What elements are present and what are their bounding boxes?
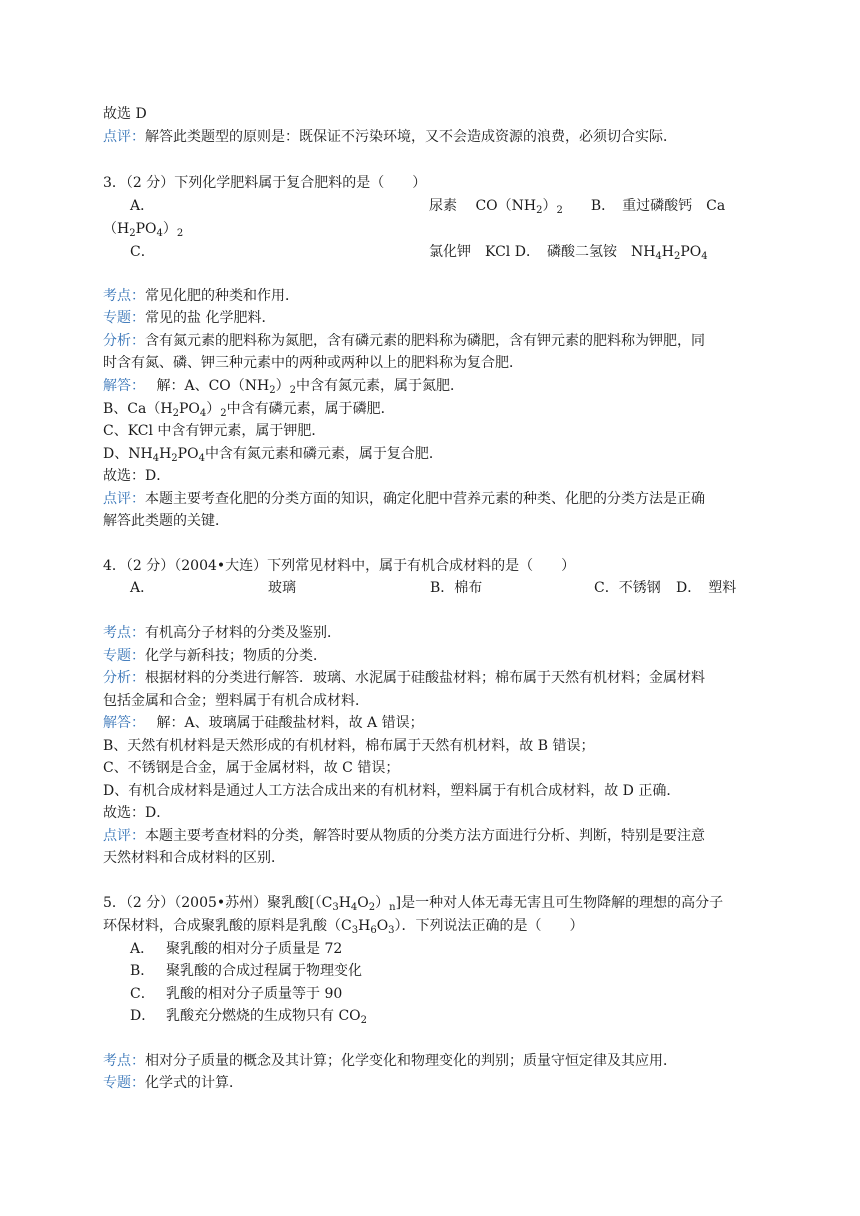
q3-jieda-1-pre: 解：A、CO（NH <box>156 378 270 394</box>
q5-option-a-letter: A． <box>130 941 155 957</box>
q4-fenxi-text-2: 包括金属和合金；塑料属于有机合成材料． <box>103 693 369 709</box>
q4-fenxi-cont <box>103 691 369 711</box>
q5-option-d-sub: 2 <box>360 1015 368 1026</box>
q4-option-c: C．不锈钢 <box>594 580 661 596</box>
q3-b-cont-post: ） <box>162 221 177 237</box>
q3-jieda-4-mid: H <box>159 446 172 462</box>
q4-fenxi <box>103 668 705 688</box>
q3-option-b-cont <box>103 219 183 239</box>
q5-kaodian-label: 考点： <box>103 1053 145 1069</box>
q3-option-a-name: 尿素 <box>429 198 457 214</box>
q3-d-sub2: 2 <box>674 251 681 262</box>
q3-fenxi-label: 分析： <box>103 333 145 349</box>
q5-stem-1-pre: 5．（2 分）（2005•苏州）聚乳酸[（C <box>103 895 333 911</box>
q3-fenxi-text-2: 时含有氮、磷、钾三种元素中的两种或两种以上的肥料称为复合肥． <box>103 355 523 371</box>
q3-jieda-3-text: C、KCl 中含有钾元素，属于钾肥． <box>103 423 326 439</box>
q3-kaodian <box>103 286 299 306</box>
q3-jieda-1-sub2: 2 <box>289 385 296 396</box>
q5-option-d-letter: D． <box>130 1008 156 1024</box>
q5-stem-2-m1: H <box>358 918 371 934</box>
q4-dianping-text-2: 天然材料和合成材料的区别． <box>103 850 285 866</box>
q5-zhuanti-text: 化学式的计算． <box>145 1075 243 1091</box>
q3-a-formula: CO（NH <box>475 198 537 214</box>
q5-option-b-letter: B． <box>130 963 155 979</box>
q3-jieda-2-post: 中含有磷元素，属于磷肥． <box>226 401 395 417</box>
q5-stem-1 <box>103 893 723 913</box>
q5-stem-1-s3: 2 <box>368 902 376 913</box>
q4-dianping-label: 点评： <box>103 828 145 844</box>
comment-text: 解答此类题型的原则是：既保证不污染环境，又不会造成资源的浪费，必须切合实际． <box>145 129 677 145</box>
q4-option-d: D． 塑料 <box>676 580 737 596</box>
q5-option-b: 聚乳酸的合成过程属于物理变化 <box>166 963 362 979</box>
q3-jieda-4-sub2: 2 <box>171 453 178 464</box>
q3-stem <box>103 173 426 193</box>
q3-b-cont-sub3: 2 <box>176 228 184 239</box>
q5-option-c: 乳酸的相对分子质量等于 90 <box>166 986 343 1002</box>
q4-option-a-letter: A． <box>130 580 155 596</box>
q3-fenxi <box>103 331 705 351</box>
q5-stem-2-m2: O <box>376 918 389 934</box>
q4-jieda-3-text: C、不锈钢是合金，属于金属材料，故 C 错误； <box>103 760 400 776</box>
q4-jieda-1-text: 解：A、玻璃属于硅酸盐材料，故 A 错误； <box>156 715 424 731</box>
q3-jieda-2-pre: B、Ca（H <box>103 401 173 417</box>
q3-b-cont-pre: （H <box>103 221 130 237</box>
q3-a-formula-post: ） <box>542 198 557 214</box>
q3-option-cd <box>429 242 708 262</box>
q3-dianping <box>103 489 705 509</box>
q4-jieda-1 <box>103 713 424 733</box>
q5-stem-1-m2: O <box>357 895 369 911</box>
q3-jieda-2 <box>103 399 395 419</box>
q4-zhuanti <box>103 646 327 666</box>
q4-jieda-5-text: 故选：D． <box>103 805 171 821</box>
q5-stem-2-s3: 3 <box>388 925 395 936</box>
q3-jieda-4-pre: D、NH <box>103 446 153 462</box>
q4-jieda-3 <box>103 758 399 778</box>
q5-zhuanti <box>103 1073 243 1093</box>
q3-zhuanti <box>103 308 275 328</box>
q4-jieda-4 <box>103 781 680 801</box>
q5-stem-2-s1: 3 <box>351 925 359 936</box>
q5-stem-2-post: ）．下列说法正确的是（ ） <box>394 918 584 934</box>
answer-text: 故选 D <box>103 106 147 122</box>
q5-stem-1-s1: 3 <box>332 902 339 913</box>
q4-dianping <box>103 826 705 846</box>
q3-zhuanti-label: 专题： <box>103 310 145 326</box>
q3-jieda-4-sub: 4 <box>152 453 160 464</box>
q3-option-b: B． 重过磷酸钙 Ca <box>590 198 726 214</box>
q3-jieda-2-mid2: ） <box>206 401 221 417</box>
q3-d-sub1: 4 <box>655 251 662 262</box>
q4-fenxi-text-1: 根据材料的分类进行解答．玻璃、水泥属于硅酸盐材料；棉布属于天然有机材料；金属材料 <box>145 670 705 686</box>
q5-option-c-letter: C． <box>130 986 155 1002</box>
q3-kaodian-label: 考点： <box>103 288 145 304</box>
q3-jieda-1-mid: ） <box>275 378 290 394</box>
comment-line <box>103 127 677 147</box>
q5-stem-1-m3: ） <box>375 895 390 911</box>
q3-d-sub3: 4 <box>701 251 708 262</box>
q5-stem-1-m1: H <box>338 895 351 911</box>
q5-kaodian <box>103 1051 677 1071</box>
q5-stem-1-s4: n <box>389 902 396 913</box>
q3-jieda-3 <box>103 421 325 441</box>
answer-line <box>103 104 147 124</box>
q3-jieda-5 <box>103 466 170 486</box>
q4-zhuanti-label: 专题： <box>103 648 145 664</box>
comment-label: 点评： <box>103 129 145 145</box>
q4-fenxi-label: 分析： <box>103 670 145 686</box>
q4-stem <box>103 556 575 576</box>
q3-option-c-letter: C． <box>130 244 155 260</box>
q3-jieda-2-sub2: 4 <box>199 408 207 419</box>
q4-option-b: B．棉布 <box>430 580 483 596</box>
q3-jieda-2-sub3: 2 <box>220 408 227 419</box>
q3-d-mid: H <box>661 244 675 260</box>
q5-zhuanti-label: 专题： <box>103 1075 145 1091</box>
q3-jieda-1-post: 中含有氮元素，属于氮肥． <box>295 378 464 394</box>
q3-b-cont-mid: PO <box>135 221 157 237</box>
q4-dianping-text-1: 本题主要考查材料的分类，解答时要从物质的分类方法方面进行分析、判断，特别是要注意 <box>145 828 705 844</box>
q4-zhuanti-text: 化学与新科技；物质的分类． <box>145 648 327 664</box>
q3-zhuanti-text: 常见的盐 化学肥料． <box>145 310 276 326</box>
q4-jieda-label: 解答： <box>103 715 138 731</box>
q3-option-a-letter: A． <box>130 198 155 214</box>
q4-kaodian-label: 考点： <box>103 625 145 641</box>
q3-jieda-2-mid: PO <box>178 401 200 417</box>
q5-option-a: 聚乳酸的相对分子质量是 72 <box>166 941 343 957</box>
q3-fenxi-text-1: 含有氮元素的肥料称为氮肥，含有磷元素的肥料称为磷肥，含有钾元素的肥料称为钾肥，同 <box>145 333 705 349</box>
q4-kaodian <box>103 623 341 643</box>
q5-stem-2 <box>103 916 584 936</box>
q3-jieda-1-sub: 2 <box>269 385 276 396</box>
q3-kaodian-text: 常见化肥的种类和作用． <box>145 288 299 304</box>
q4-stem-text: 4．（2 分）（2004•大连）下列常见材料中，属于有机合成材料的是（ ） <box>103 558 576 574</box>
q3-dianping-text-2: 解答此类题的关键． <box>103 513 229 529</box>
q3-jieda-4-mid2: PO <box>177 446 199 462</box>
q3-dianping-text-1: 本题主要考查化肥的分类方面的知识，确定化肥中营养元素的种类、化肥的分类方法是正确 <box>145 491 705 507</box>
q4-jieda-2-text: B、天然有机材料是天然形成的有机材料，棉布属于天然有机材料，故 B 错误； <box>103 738 595 754</box>
q3-option-a <box>429 196 725 216</box>
q3-a-sub: 2 <box>536 205 543 216</box>
q5-stem-1-s2: 4 <box>350 902 358 913</box>
q4-option-a: 玻璃 <box>268 580 296 596</box>
q5-stem-1-post: ]是一种对人体无毒无害且可生物降解的理想的高分子 <box>395 895 724 911</box>
q3-b-cont-sub1: 2 <box>129 228 136 239</box>
q5-kaodian-text: 相对分子质量的概念及其计算；化学变化和物理变化的判别；质量守恒定律及其应用． <box>145 1053 677 1069</box>
q5-option-d-text: 乳酸充分燃烧的生成物只有 CO <box>166 1008 361 1024</box>
q3-jieda-2-sub: 2 <box>172 408 179 419</box>
q5-stem-2-pre: 环保材料，合成聚乳酸的原料是乳酸（C <box>103 918 352 934</box>
q3-option-d: D． 磷酸二氢铵 NH <box>514 244 656 260</box>
q3-d-mid2: PO <box>680 244 702 260</box>
q4-jieda-4-text: D、有机合成材料是通过人工方法合成出来的有机材料，塑料属于有机合成材料，故 D 正确． <box>103 783 681 799</box>
q3-dianping-label: 点评： <box>103 491 145 507</box>
q4-dianping-cont <box>103 848 285 868</box>
q3-option-c: 氯化钾 KCl <box>429 244 511 260</box>
q3-jieda-4-sub3: 4 <box>198 453 205 464</box>
q3-stem-text: 3．（2 分）下列化学肥料属于复合肥料的是（ ） <box>103 175 427 191</box>
q5-option-d <box>166 1006 367 1026</box>
q3-a-sub2: 2 <box>556 205 563 216</box>
q3-jieda-5-text: 故选：D． <box>103 468 171 484</box>
q3-jieda-1 <box>103 376 464 396</box>
q5-stem-2-s2: 6 <box>370 925 377 936</box>
q3-fenxi-cont <box>103 353 523 373</box>
q3-jieda-4 <box>103 444 443 464</box>
q4-jieda-2 <box>103 736 594 756</box>
q4-jieda-5 <box>103 803 170 823</box>
q3-jieda-label: 解答： <box>103 378 138 394</box>
q3-b-cont-sub2: 4 <box>156 228 163 239</box>
q3-dianping-cont <box>103 511 229 531</box>
q3-jieda-4-post: 中含有氮元素和磷元素，属于复合肥． <box>204 446 443 462</box>
q4-kaodian-text: 有机高分子材料的分类及鉴别． <box>145 625 341 641</box>
